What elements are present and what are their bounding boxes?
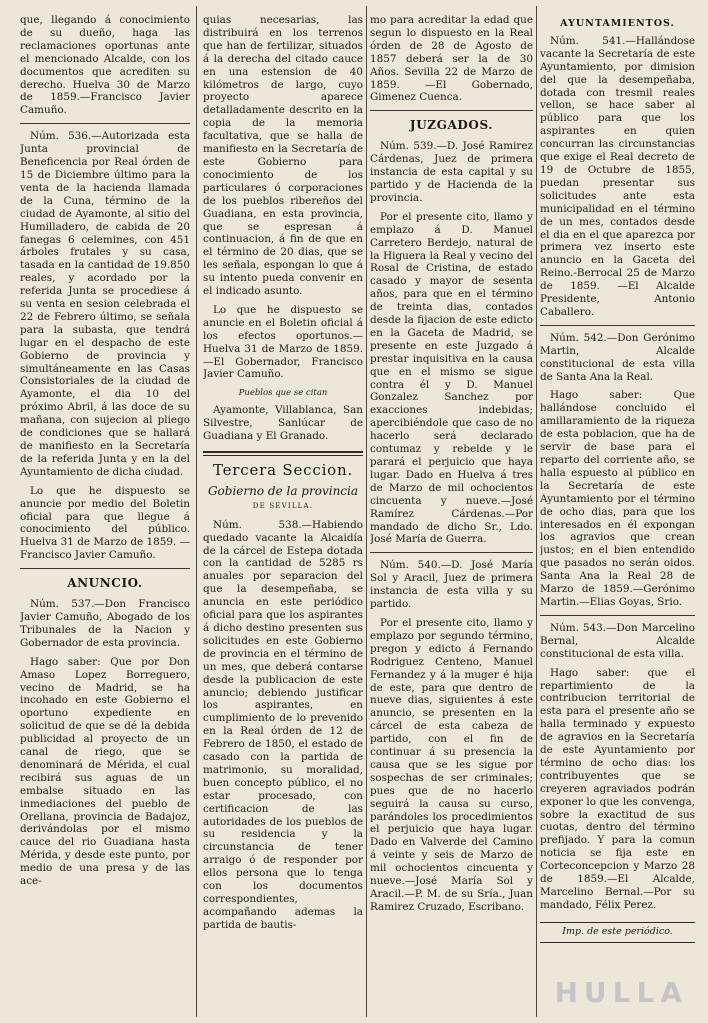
column-rule bbox=[366, 6, 367, 1017]
divider bbox=[20, 568, 190, 569]
paragraph-541: Núm. 541.—Hallándose vacante la Secretaría de este Ayuntamiento, por dimision del que la desempeñaba, dotada con tresmil reales vellon, se hace saber al público para que los aspirantes en quien concurran las circunstancias que exige el Real decreto de 19 de Octubre de 1855, puedan presentar sus solicitudes ante esta municipalidad en el término de un mes, contados desde el dia en el que aparezca por primera vez inserto este anuncio en la Gaceta del Reino.-Berrocal 25 de Marzo de 1859. —El Alcalde Presidente, Antonio Caballero. bbox=[540, 34, 695, 318]
column-3 bbox=[370, 14, 533, 1009]
paragraph: Hago saber: que el repartimiento de la contribucion territorial de esta para el presente año se halla terminado y expuesto de agravios en la Secretaría de este Ayuntamiento por término de ocho dias: los contribuyentes que se creyeren agraviados podrán exponer lo que les convenga, sobre la exactitud de sus cuotas, dentro del término prefijado. Y para la comun noticia se fija este en Corteconcepcion y Marzo 28 de 1859.—El Alcalde, Marcelino Bernal.—Por su mandado, Félix Perez. bbox=[540, 666, 695, 911]
sevilla-subheading: DE SEVILLA. bbox=[252, 501, 314, 510]
paragraph: mo para acreditar la edad que segun lo dispuesto en la Real órden de 28 de Agosto de 1857 deberá ser la de 30 Años. Sevilla 22 de Marzo de 1859. —El Gobernado, Gimenez Cuenca. bbox=[370, 14, 533, 104]
divider bbox=[370, 110, 533, 111]
column-1 bbox=[20, 14, 190, 1009]
paragraph: que, llegando á conocimiento de su dueño, haga las reclamaciones oportunas ante el mencionado Alcalde, con los documentos que acrediten su derecho. Huelva 30 de Marzo de 1859.—Francisco Javier Camuño. bbox=[20, 14, 190, 117]
ayuntamientos-heading: AYUNTAMIENTOS. bbox=[560, 18, 675, 29]
paragraph: Hago saber: Que hallándose concluido el amillaramiento de la riqueza de esta poblacion, que ha de servir de base para el reparto del corriente año, se halla espuesto al público en la Secretaría de este Ayuntamiento por el término de ocho dias, para que los interesados en él expongan los agravios que crean justos; en el bien entendido que pasados no serán oidos. Santa Ana la Real 28 de Marzo de 1859.—Gerónimo Martin.—Elias Goyas, Srio. bbox=[540, 389, 695, 608]
paragraph: Hago saber: Que por Don Amaso Lopez Borreguero, vecino de Madrid, se ha incohado en este Gobierno el oportuno expediente en solicitud de que se dé la debida publicidad al proyecto de un canal de riego, que se denominará de Mérida, el cual recibirá sus aguas de un embalse situado en las inmediaciones del pueblo de Orellana, provincia de Badajoz, derivándolas por el mismo cauce del rio Guadiana hasta Mérida, y desde este punto, por medio de una presa y de las ace- bbox=[20, 655, 190, 888]
paragraph: Por el presente cito, llamo y emplazo á D. Manuel Carretero Berdejo, natural de la Higuera la Real y vecino del Rosal de Cristina, de estado casado y mayor de sesenta años, para que en el término de treinta dias, contados desde la fijacion de este edicto en la Gaceta de Madrid, se presente en este Juzgado á prestar inquisitiva en la causa que en el mismo se sigue contra él y D. Manuel Gonzalez Sanchez por exacciones indebidas; apercibiéndole que caso de no hacerlo será declarado contumaz y rebelde y le parará el perjuicio que haya lugar. Dado en Huelva á tres de Marzo de mil ochocientos cincuenta y nueve.—José Ramírez Cárdenas.—Por mandado de dicho Sr., Ldo. José María de Guerra. bbox=[370, 210, 533, 546]
gobierno-heading: Gobierno de la provincia bbox=[207, 483, 359, 498]
column-4 bbox=[540, 14, 695, 1009]
column-2 bbox=[203, 14, 363, 1009]
divider bbox=[370, 552, 533, 553]
tercera-seccion-heading: Tercera Seccion. bbox=[212, 461, 354, 479]
section-divider bbox=[203, 451, 363, 456]
watermark: HULLA bbox=[554, 976, 688, 1009]
paragraph-542: Núm. 542.—Don Gerónimo Martin, Alcalde constitucional de esta villa de Santa Ana la Real. bbox=[540, 331, 695, 383]
paragraph: Por el presente cito, llamo y emplazo por segundo término, pregon y edicto á Fernando Rodriguez Centeno, Manuel Fernandez y á la muger é hija de este, para que dentro de nueve dias, siguientes á este anuncio, se presenten en la cárcel de esta cabeza de partido, con el fin de continuar á su presencia la causa que se les sigue por sospechas de ser criminales; pues que de no hacerlo seguirá la causa su curso, parándoles los procedimientos el perjuicio que haya lugar. Dado en Valverde del Camino á veinte y seis de Marzo de mil ochocientos cincuenta y nueve.—José María Sol y Aracil.—P. M. de su Sría., Juan Ramirez Cruzado, Escribano. bbox=[370, 616, 533, 913]
imprint-line: Imp. de este periódico. bbox=[540, 922, 695, 943]
juzgados-heading: JUZGADOS. bbox=[409, 118, 494, 133]
paragraph-539: Núm. 539.—D. José Ramirez Cárdenas, Juez de primera instancia de esta capital y su partido y de Hacienda de la provincia. bbox=[370, 140, 533, 204]
anuncio-heading: ANUNCIO. bbox=[67, 576, 143, 591]
pueblos-caption: Pueblos que se citan bbox=[238, 388, 328, 399]
column-rule bbox=[536, 6, 537, 1017]
divider bbox=[540, 325, 695, 326]
paragraph: Ayamonte, Villablanca, San Silvestre, Sanlúcar de Guadiana y El Granado. bbox=[203, 404, 363, 443]
column-rule bbox=[196, 6, 197, 1017]
paragraph: Lo que he dispuesto se anuncie en el Boletin oficial á los efectos oportunos.—Huelva 31 de Marzo de 1859. —El Gobernador, Francisco Javier Camuño. bbox=[203, 303, 363, 381]
paragraph-536: Núm. 536.—Autorizada esta Junta provincial de Beneficencia por Real órden de 15 de Diciembre último para la venta de la hacienda llamada de la Cuna, término de la ciudad de Ayamonte, al sitio del Humilladero, de cabida de 20 fanegas 6 celemines, con 451 árboles frutales y su casa, tasada en la cantidad de 19.850 reales, y acordado por la referida Junta se procediese á su venta en sesion celebrada el 22 de Febrero último, se señala para la subasta, que tendrá lugar en el despacho de este Gobierno de provincia y simultáneamente en las Casas Consistoriales de la ciudad de Ayamonte, el dia 10 del próximo Abril, á las doce de su mañana, con sujecion al pliego de condiciones que se hallará de manifiesto en la Secretaría de la referida Junta y en la del Ayuntamiento de dicha ciudad. bbox=[20, 130, 190, 478]
paragraph-543: Núm. 543.—Don Marcelino Bernal, Alcalde constitucional de esta villa. bbox=[540, 621, 695, 660]
paragraph: Lo que he dispuesto se anuncie por medio del Boletin oficial para que llegue á conocimiento del público. Huelva 31 de Marzo de 1859. —Francisco Javier Camuño. bbox=[20, 484, 190, 562]
paragraph-538: Núm. 538.—Habiendo quedado vacante la Alcaidía de la cárcel de Estepa dotada con la cantidad de 5285 rs anuales por separacion del que la desempeñaba, se anuncia en este periódico oficial para que los aspirantes á dicho destino presenten sus solicitudes en este Gobierno de provincia en el término de un mes, que deberá contarse desde la publicacion de este anuncio; debiendo justificar los aspirantes, en cumplimiento de lo prevenido en la Real órden de 12 de Febrero de 1850, el estado de casado con la partida de matrimonio, su moralidad, buen concepto público, el no estar procesado, con certificacion de las autoridades de los pueblos de su residencia y la circunstancia de tener arraigo ó de responder por ellos persona que lo tenga con los documentos correspondientes, acompañando ademas la partida de bautis- bbox=[203, 518, 363, 931]
paragraph-537: Núm. 537.—Don Francisco Javier Camuño, Abogado de los Tribunales de la Nacion y Gobernador de esta provincia. bbox=[20, 598, 190, 649]
paragraph: quias necesarias, las distribuirá en los terrenos que han de fertilizar, situados á la derecha del citado cauce en una estension de 40 kilómetros de largo, cuyo proyecto aparece detalladamente descrito en la copia de la memoria facultativa, que se halla de manifiesto en la Secretaría de este Gobierno para conocimiento de los particulares ó corporaciones de los pueblos ribereños del Guadiana, en esta provincia, que se espresan á continuacion, á fin de que en el término de 20 dias, que se les señala, espongan lo que á su intento pueda convenir en el indicado asunto. bbox=[203, 14, 363, 298]
divider bbox=[540, 615, 695, 616]
paragraph-540: Núm. 540.—D. José María Sol y Aracil, Juez de primera instancia de esta villa y su partido. bbox=[370, 559, 533, 611]
divider bbox=[20, 123, 190, 124]
